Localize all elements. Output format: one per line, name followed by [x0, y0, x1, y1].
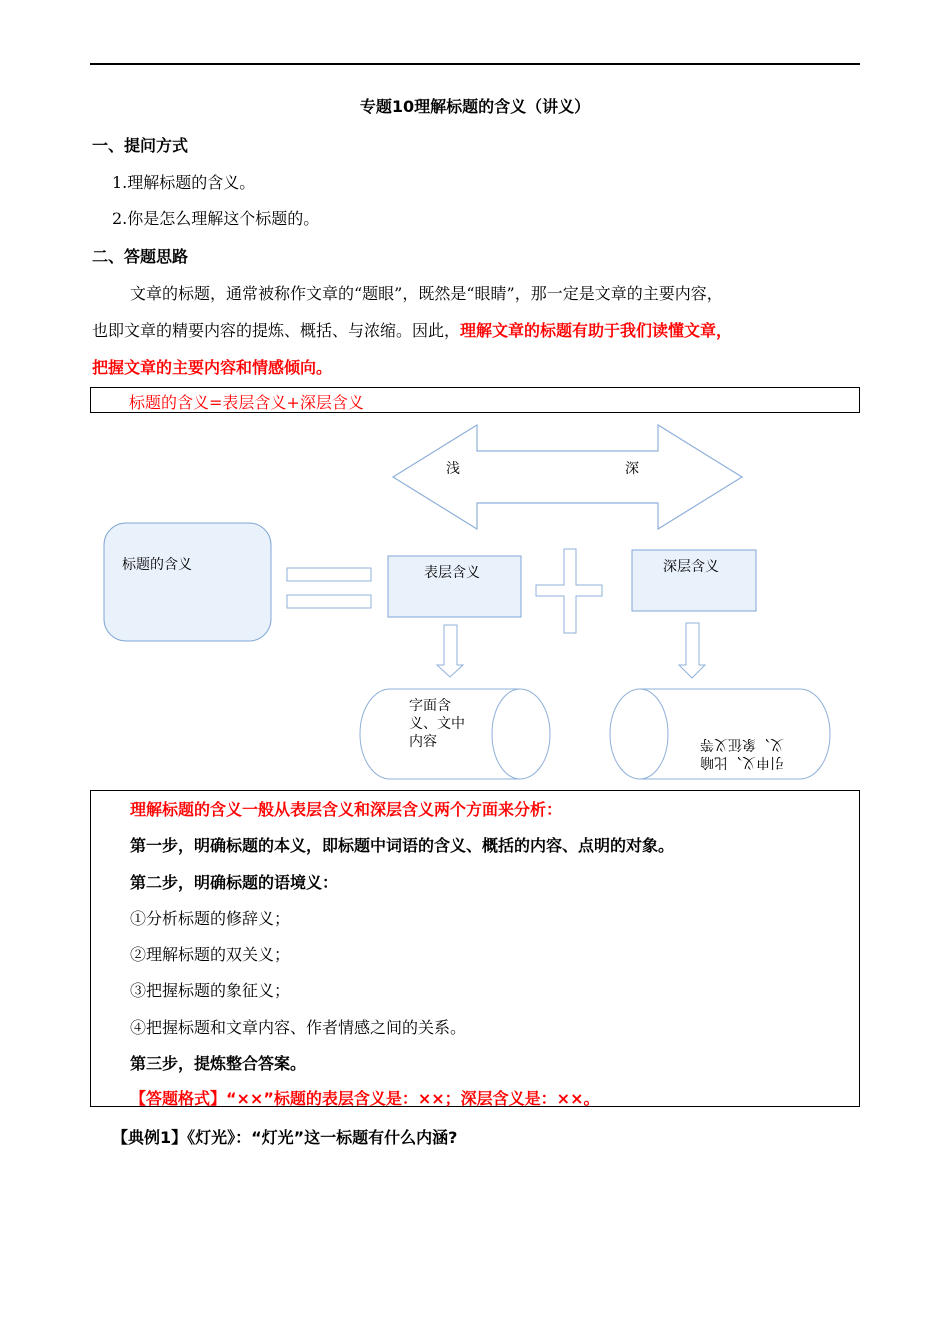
equals-sign-top	[287, 568, 371, 581]
surface-scroll-line-2: 义、文中	[409, 716, 465, 732]
approach-paragraph-line-3: 把握文章的主要内容和情感倾向。	[92, 358, 333, 377]
arrow-label-deep: 深	[625, 461, 639, 477]
arrow-label-shallow: 浅	[446, 461, 460, 477]
surface-scroll-line-3: 内容	[409, 734, 437, 750]
approach-text-emphasis: 理解文章的标题有助于我们读懂文章，	[460, 321, 733, 340]
title-meaning-label: 标题的含义	[122, 557, 192, 573]
approach-paragraph-line-1: 文章的标题，通常被称作文章的“题眼”，既然是“眼睛”，那一定是文章的主要内容，	[130, 284, 723, 303]
approach-paragraph-line-2	[92, 318, 732, 341]
method-sub-2: ②理解标题的双关义；	[130, 945, 291, 964]
method-sub-3: ③把握标题的象征义；	[130, 981, 291, 1000]
equals-sign-bottom	[287, 595, 371, 608]
formula-box	[90, 387, 860, 413]
header-rule	[90, 63, 860, 65]
method-sub-1: ①分析标题的修辞义；	[130, 909, 291, 928]
answer-format: 【答题格式】“××”标题的表层含义是：××；深层含义是：××。	[130, 1089, 600, 1108]
deep-scroll-line-1: 引申义、比喻	[700, 754, 784, 770]
formula-text: 标题的含义=表层含义+深层含义	[129, 393, 364, 412]
example-question: 【典例1】《灯光》：“灯光”这一标题有什么内涵?	[112, 1128, 458, 1147]
method-intro: 理解标题的含义一般从表层含义和深层含义两个方面来分析：	[130, 800, 563, 819]
surface-scroll-shape	[360, 689, 550, 779]
deep-scroll-line-2: 义、象征义等	[700, 736, 784, 752]
section-heading-questions: 一、提问方式	[92, 136, 189, 155]
surface-meaning-label: 表层含义	[424, 565, 480, 581]
plus-sign	[536, 549, 602, 633]
method-step-1: 第一步，明确标题的本义，即标题中词语的含义、概括的内容、点明的对象。	[130, 836, 675, 855]
question-item-2: 2.你是怎么理解这个标题的。	[112, 209, 320, 228]
down-arrow-deep	[679, 623, 705, 678]
method-step-3: 第三步，提炼整合答案。	[130, 1054, 307, 1073]
depth-double-arrow	[393, 425, 742, 529]
approach-text-plain: 也即文章的精要内容的提炼、概括、与浓缩。因此，	[92, 321, 461, 340]
question-item-1: 1.理解标题的含义。	[112, 173, 256, 192]
method-step-2: 第二步，明确标题的语境义：	[130, 873, 339, 892]
title-meaning-diagram	[0, 415, 950, 790]
method-sub-4: ④把握标题和文章内容、作者情感之间的关系。	[130, 1018, 467, 1037]
surface-scroll-line-1: 字面含	[409, 698, 451, 714]
deep-meaning-label: 深层含义	[663, 559, 719, 575]
down-arrow-surface	[437, 625, 463, 677]
section-heading-approach: 二、答题思路	[92, 247, 189, 266]
page-title: 专题10理解标题的含义（讲义）	[359, 97, 591, 116]
title-meaning-box	[104, 523, 271, 641]
